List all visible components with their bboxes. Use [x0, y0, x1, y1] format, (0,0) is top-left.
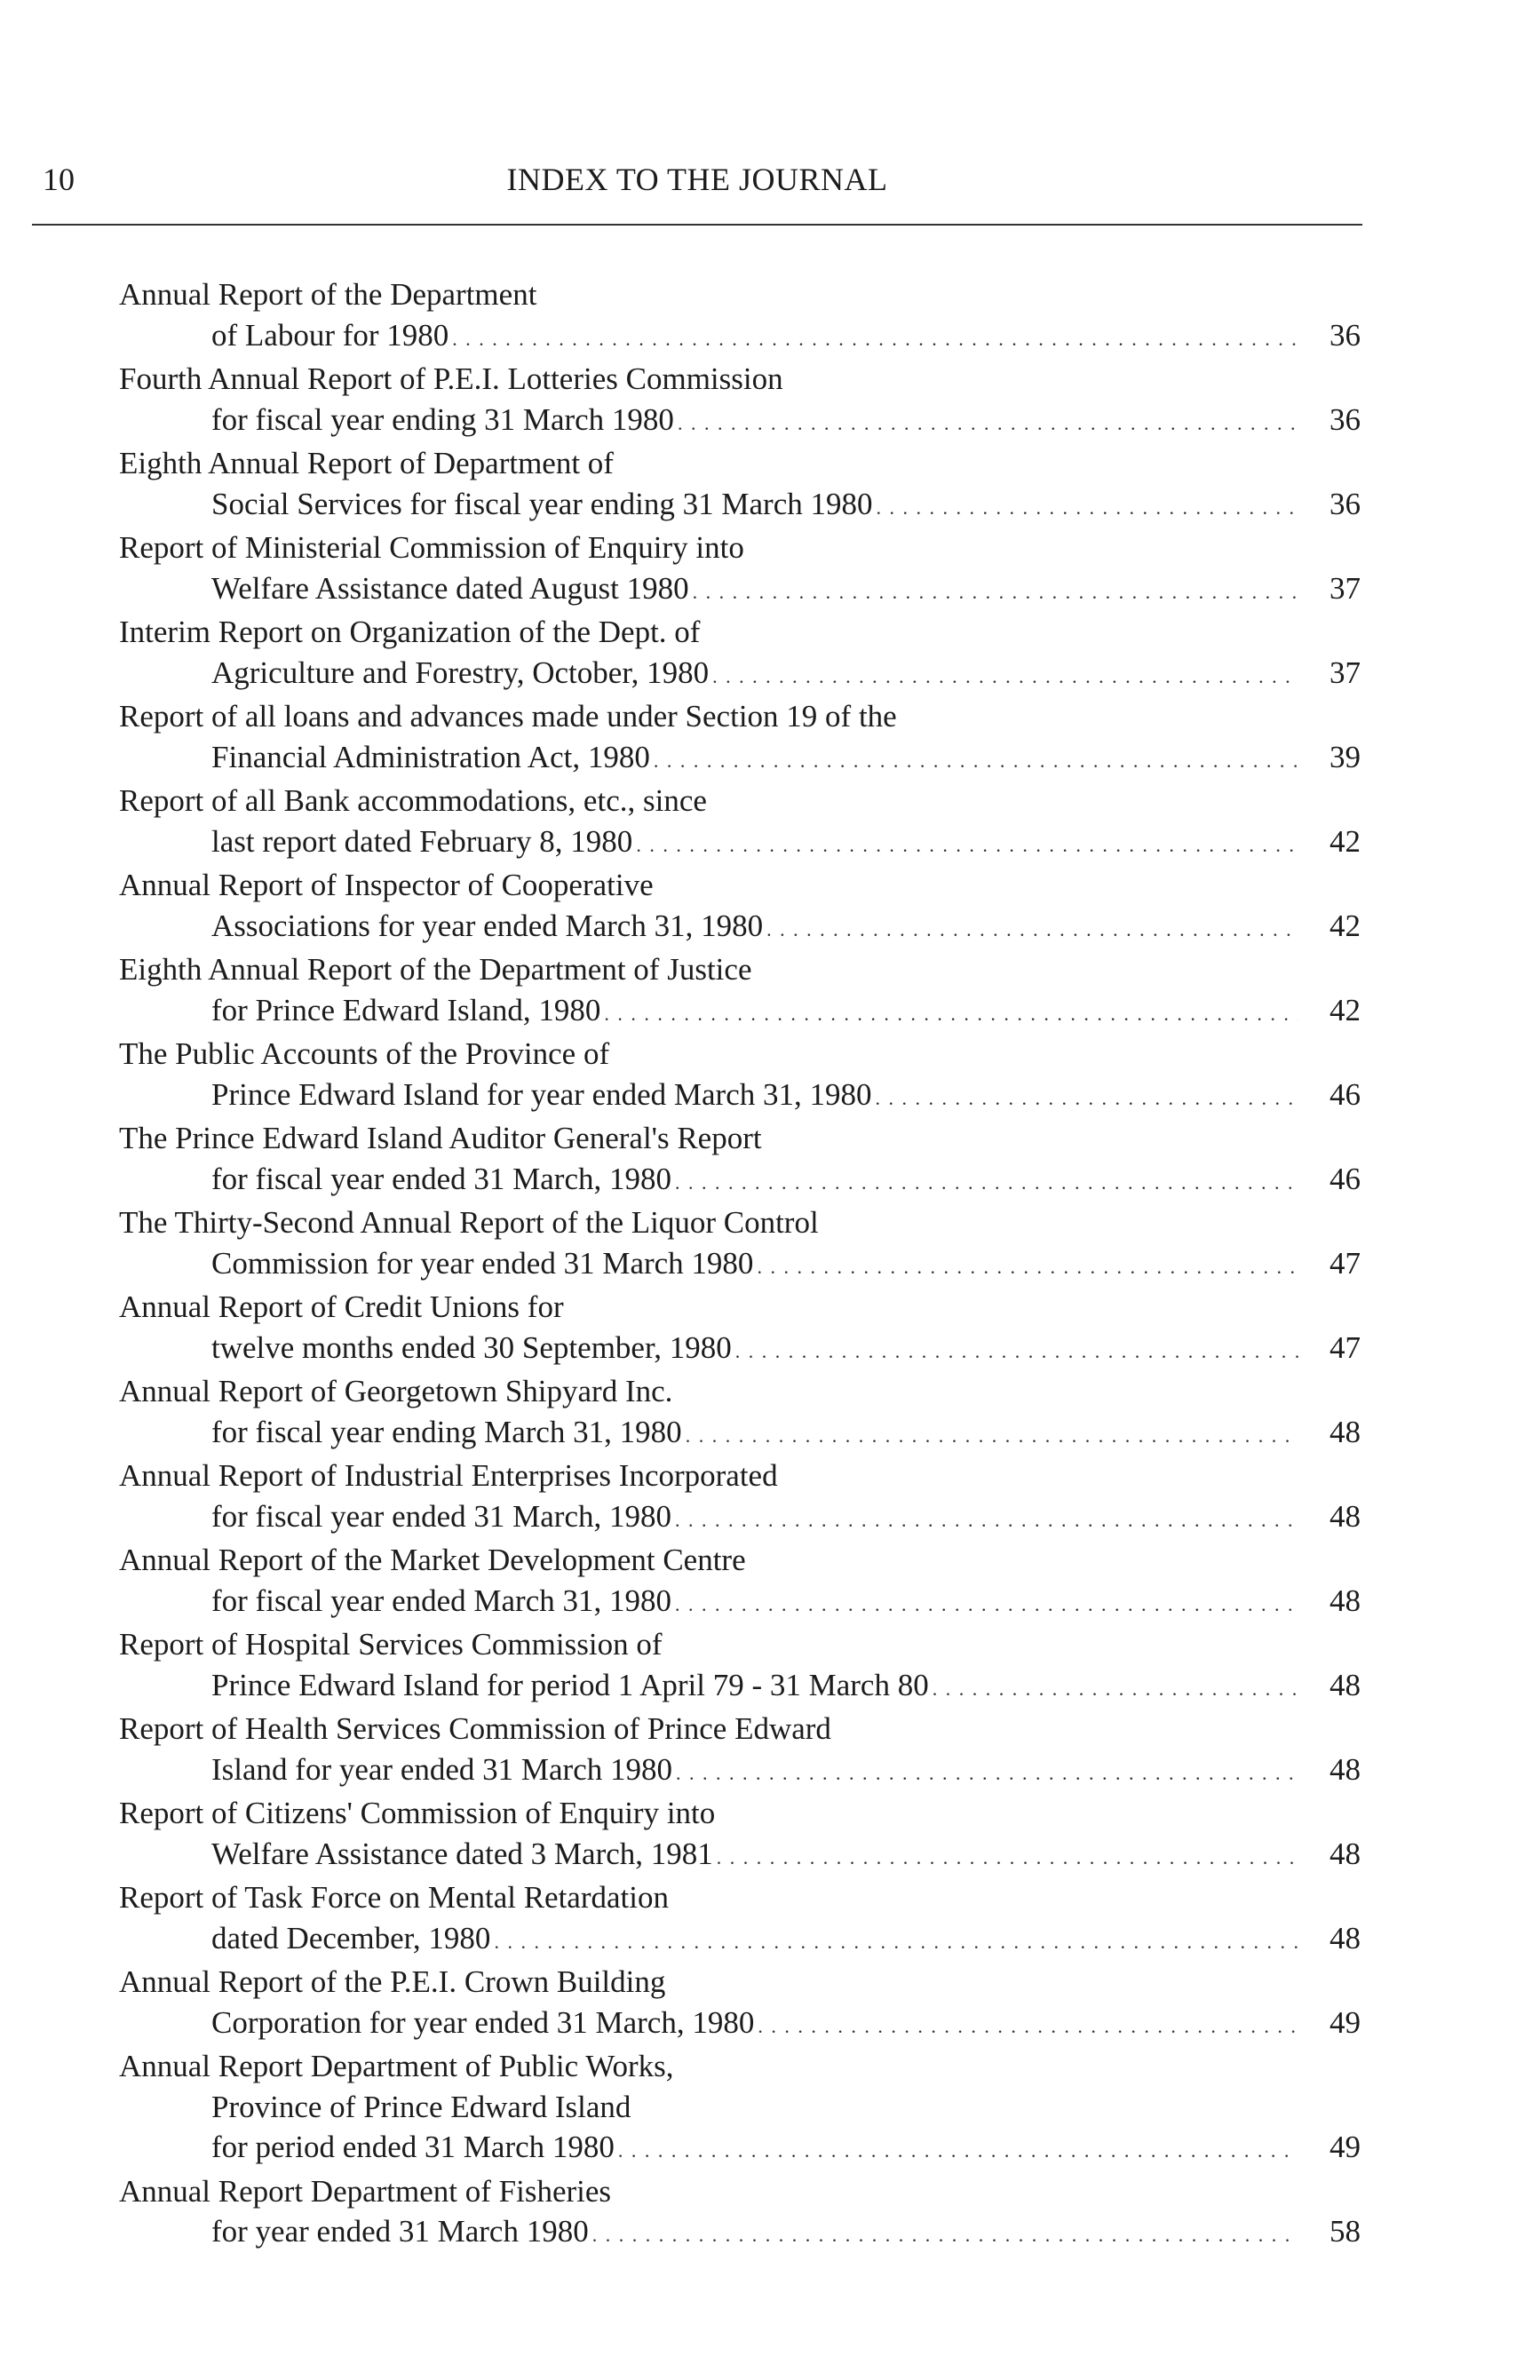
- entry-title: Fourth Annual Report of P.E.I. Lotteries Commission: [119, 361, 783, 396]
- page-reference: 42: [1330, 823, 1361, 859]
- index-entry: [119, 1624, 1361, 1709]
- dot-leader: [757, 1247, 1298, 1288]
- entry-line-text: Agriculture and Forestry, October, 1980: [211, 654, 710, 690]
- entry-line-text: for fiscal year ended March 31, 1980: [211, 1583, 671, 1618]
- entry-last-line: [119, 1075, 1361, 1119]
- entry-title: Report of all Bank accommodations, etc., since: [119, 783, 707, 818]
- index-entry: [119, 949, 1361, 1034]
- entry-title: Eighth Annual Report of the Department of Justice: [119, 952, 752, 987]
- page-reference: 48: [1330, 1920, 1361, 1956]
- dot-leader: [712, 656, 1298, 697]
- entry-title: Annual Report of the Market Development Centre: [119, 1543, 746, 1577]
- entry-title: Report of Task Force on Mental Retardation: [119, 1880, 669, 1915]
- entry-last-line: [119, 1496, 1361, 1541]
- entry-last-line: [119, 737, 1361, 781]
- running-title: INDEX TO THE JOURNAL: [506, 162, 888, 197]
- entry-last-line: [119, 2127, 1361, 2171]
- index-entry: [119, 865, 1361, 949]
- entry-last-line: [119, 821, 1361, 866]
- entry-title: Eighth Annual Report of Department of: [119, 446, 614, 480]
- page-header: [32, 160, 1362, 217]
- index-entry: [119, 1793, 1361, 1877]
- entry-title: Report of Health Services Commission of Prince Edward: [119, 1711, 831, 1746]
- entry-last-line: [119, 2211, 1361, 2256]
- dot-leader: [592, 2215, 1298, 2256]
- dot-leader: [717, 1837, 1298, 1878]
- entry-line-text: Island for year ended 31 March 1980: [211, 1751, 672, 1787]
- dot-leader: [604, 994, 1298, 1035]
- index-entry: [119, 781, 1361, 865]
- entry-last-line: [119, 1412, 1361, 1456]
- index-entry: [119, 1202, 1361, 1287]
- index-entry: [119, 1709, 1361, 1793]
- dot-leader: [618, 2130, 1298, 2171]
- entry-last-line: [119, 1665, 1361, 1710]
- entry-line-text: for Prince Edward Island, 1980: [211, 992, 601, 1027]
- entry-title: Annual Report of Credit Unions for: [119, 1289, 564, 1324]
- entry-last-line: [119, 1328, 1361, 1372]
- entry-title: Annual Report of Industrial Enterprises Incorporated: [119, 1458, 778, 1493]
- index-entry: [119, 1287, 1361, 1371]
- entry-last-line: [119, 400, 1361, 444]
- entry-line-text: Prince Edward Island for period 1 April 79 - 31 March 80: [211, 1667, 929, 1702]
- dot-leader: [452, 319, 1298, 360]
- page-reference: 48: [1330, 1414, 1361, 1449]
- dot-leader: [686, 1416, 1298, 1456]
- entry-line-text: Social Services for fiscal year ending 31 March 1980: [211, 486, 873, 521]
- index-entry: [119, 612, 1361, 696]
- page-reference: 48: [1330, 1498, 1361, 1534]
- page-reference: 48: [1330, 1836, 1361, 1871]
- entry-last-line: [119, 2003, 1361, 2047]
- dot-leader: [675, 1584, 1298, 1625]
- entry-title: The Prince Edward Island Auditor General's Report: [119, 1121, 762, 1155]
- entry-line-text: Welfare Assistance dated 3 March, 1981: [211, 1836, 713, 1871]
- page-reference: 47: [1330, 1329, 1361, 1365]
- page-reference: 46: [1330, 1161, 1361, 1196]
- index-entry: [119, 696, 1361, 781]
- entry-title: Annual Report of Georgetown Shipyard Inc.: [119, 1374, 673, 1408]
- dot-leader: [675, 1162, 1298, 1203]
- dot-leader: [654, 741, 1298, 781]
- entry-title: The Thirty-Second Annual Report of the Liquor Control: [119, 1205, 819, 1240]
- entry-line-text: Prince Edward Island for year ended March 31, 1980: [211, 1076, 872, 1112]
- dot-leader: [676, 1753, 1298, 1794]
- dot-leader: [675, 1500, 1298, 1541]
- entry-last-line: [119, 568, 1361, 613]
- entry-line-text: for fiscal year ending 31 March 1980: [211, 401, 674, 437]
- entry-line-text: Corporation for year ended 31 March, 1980: [211, 2004, 755, 2040]
- entry-line-text: Welfare Assistance dated August 1980: [211, 570, 689, 606]
- entry-last-line: [119, 1159, 1361, 1203]
- entry-last-line: [119, 315, 1361, 360]
- index-entry: [119, 1877, 1361, 1962]
- dot-leader: [876, 1078, 1299, 1119]
- entry-line-text: twelve months ended 30 September, 1980: [211, 1329, 732, 1365]
- page-reference: 36: [1330, 401, 1361, 437]
- entry-title: Report of Hospital Services Commission of: [119, 1627, 663, 1662]
- page-reference: 58: [1330, 2214, 1361, 2249]
- dot-leader: [678, 403, 1298, 444]
- index-entry: [119, 274, 1361, 359]
- entry-line-text: last report dated February 8, 1980: [211, 823, 633, 859]
- index-entry: [119, 1540, 1361, 1624]
- index-entries-list: [119, 274, 1361, 2256]
- entry-last-line: [119, 1581, 1361, 1625]
- dot-leader: [766, 909, 1298, 950]
- entry-line-text: Associations for year ended March 31, 1980: [211, 908, 764, 943]
- index-entry: [119, 443, 1361, 528]
- entry-line-text: Financial Administration Act, 1980: [211, 739, 650, 774]
- dot-leader: [494, 1922, 1298, 1963]
- entry-title: Annual Report of the P.E.I. Crown Building: [119, 1964, 666, 1999]
- dot-leader: [877, 488, 1299, 528]
- entry-title: Report of Ministerial Commission of Enquiry into: [119, 530, 744, 565]
- page-reference: 36: [1330, 317, 1361, 353]
- index-entry: [119, 2046, 1361, 2171]
- header-rule: [32, 224, 1362, 226]
- entry-last-line: [119, 990, 1361, 1035]
- entry-title: Interim Report on Organization of the Dept. of: [119, 615, 701, 649]
- entry-last-line: [119, 906, 1361, 950]
- entry-line-text: for fiscal year ended 31 March, 1980: [211, 1161, 671, 1196]
- entry-last-line: [119, 1243, 1361, 1288]
- entry-title: The Public Accounts of the Province of: [119, 1036, 610, 1071]
- entry-last-line: [119, 1749, 1361, 1794]
- entry-title: Annual Report of the Department: [119, 277, 537, 312]
- entry-line-text: for fiscal year ending March 31, 1980: [211, 1414, 682, 1449]
- page-reference: 46: [1330, 1076, 1361, 1112]
- entry-title: Report of Citizens' Commission of Enquiry into: [119, 1796, 716, 1830]
- page-reference: 48: [1330, 1667, 1361, 1702]
- entry-line-text: for period ended 31 March 1980: [211, 2130, 615, 2164]
- entry-line-text: of Labour for 1980: [211, 317, 449, 353]
- index-entry: [119, 1456, 1361, 1540]
- entry-title: Report of all loans and advances made under Section 19 of the: [119, 699, 897, 734]
- entry-title: Annual Report Department of Fisheries: [119, 2173, 612, 2209]
- index-entry: [119, 1034, 1361, 1118]
- index-entry: [119, 2171, 1361, 2256]
- entry-continuation-line: Province of Prince Edward Island: [211, 2089, 631, 2124]
- page-reference: 48: [1330, 1583, 1361, 1618]
- entry-last-line: [119, 1834, 1361, 1878]
- page-reference: 37: [1330, 570, 1361, 606]
- entry-line-text: for year ended 31 March 1980: [211, 2214, 589, 2249]
- entry-last-line: [119, 484, 1361, 528]
- entry-title: Annual Report Department of Public Works,: [119, 2049, 674, 2083]
- page-reference: 42: [1330, 908, 1361, 943]
- page-reference: 48: [1330, 1751, 1361, 1787]
- entry-title: Annual Report of Inspector of Cooperative: [119, 868, 654, 902]
- entry-last-line: [119, 653, 1361, 697]
- dot-leader: [933, 1669, 1298, 1710]
- dot-leader: [693, 572, 1298, 613]
- index-entry: [119, 528, 1361, 612]
- page-reference: 39: [1330, 739, 1361, 774]
- index-entry: [119, 359, 1361, 443]
- page-reference: 47: [1330, 1245, 1361, 1281]
- index-entry: [119, 1962, 1361, 2046]
- entry-last-line: [119, 1918, 1361, 1963]
- entry-line-text: dated December, 1980: [211, 1920, 491, 1956]
- index-entry: [119, 1371, 1361, 1456]
- page-reference: 49: [1330, 2004, 1361, 2040]
- dot-leader: [735, 1331, 1298, 1372]
- page-reference: 37: [1330, 654, 1361, 690]
- page-number: 10: [43, 162, 75, 197]
- page-reference: 36: [1330, 486, 1361, 521]
- dot-leader: [758, 2006, 1298, 2047]
- dot-leader: [636, 825, 1298, 866]
- page-reference: 42: [1330, 992, 1361, 1027]
- page-reference: 49: [1330, 2130, 1361, 2164]
- index-entry: [119, 1118, 1361, 1202]
- entry-line-text: Commission for year ended 31 March 1980: [211, 1245, 754, 1281]
- entry-line-text: for fiscal year ended 31 March, 1980: [211, 1498, 671, 1534]
